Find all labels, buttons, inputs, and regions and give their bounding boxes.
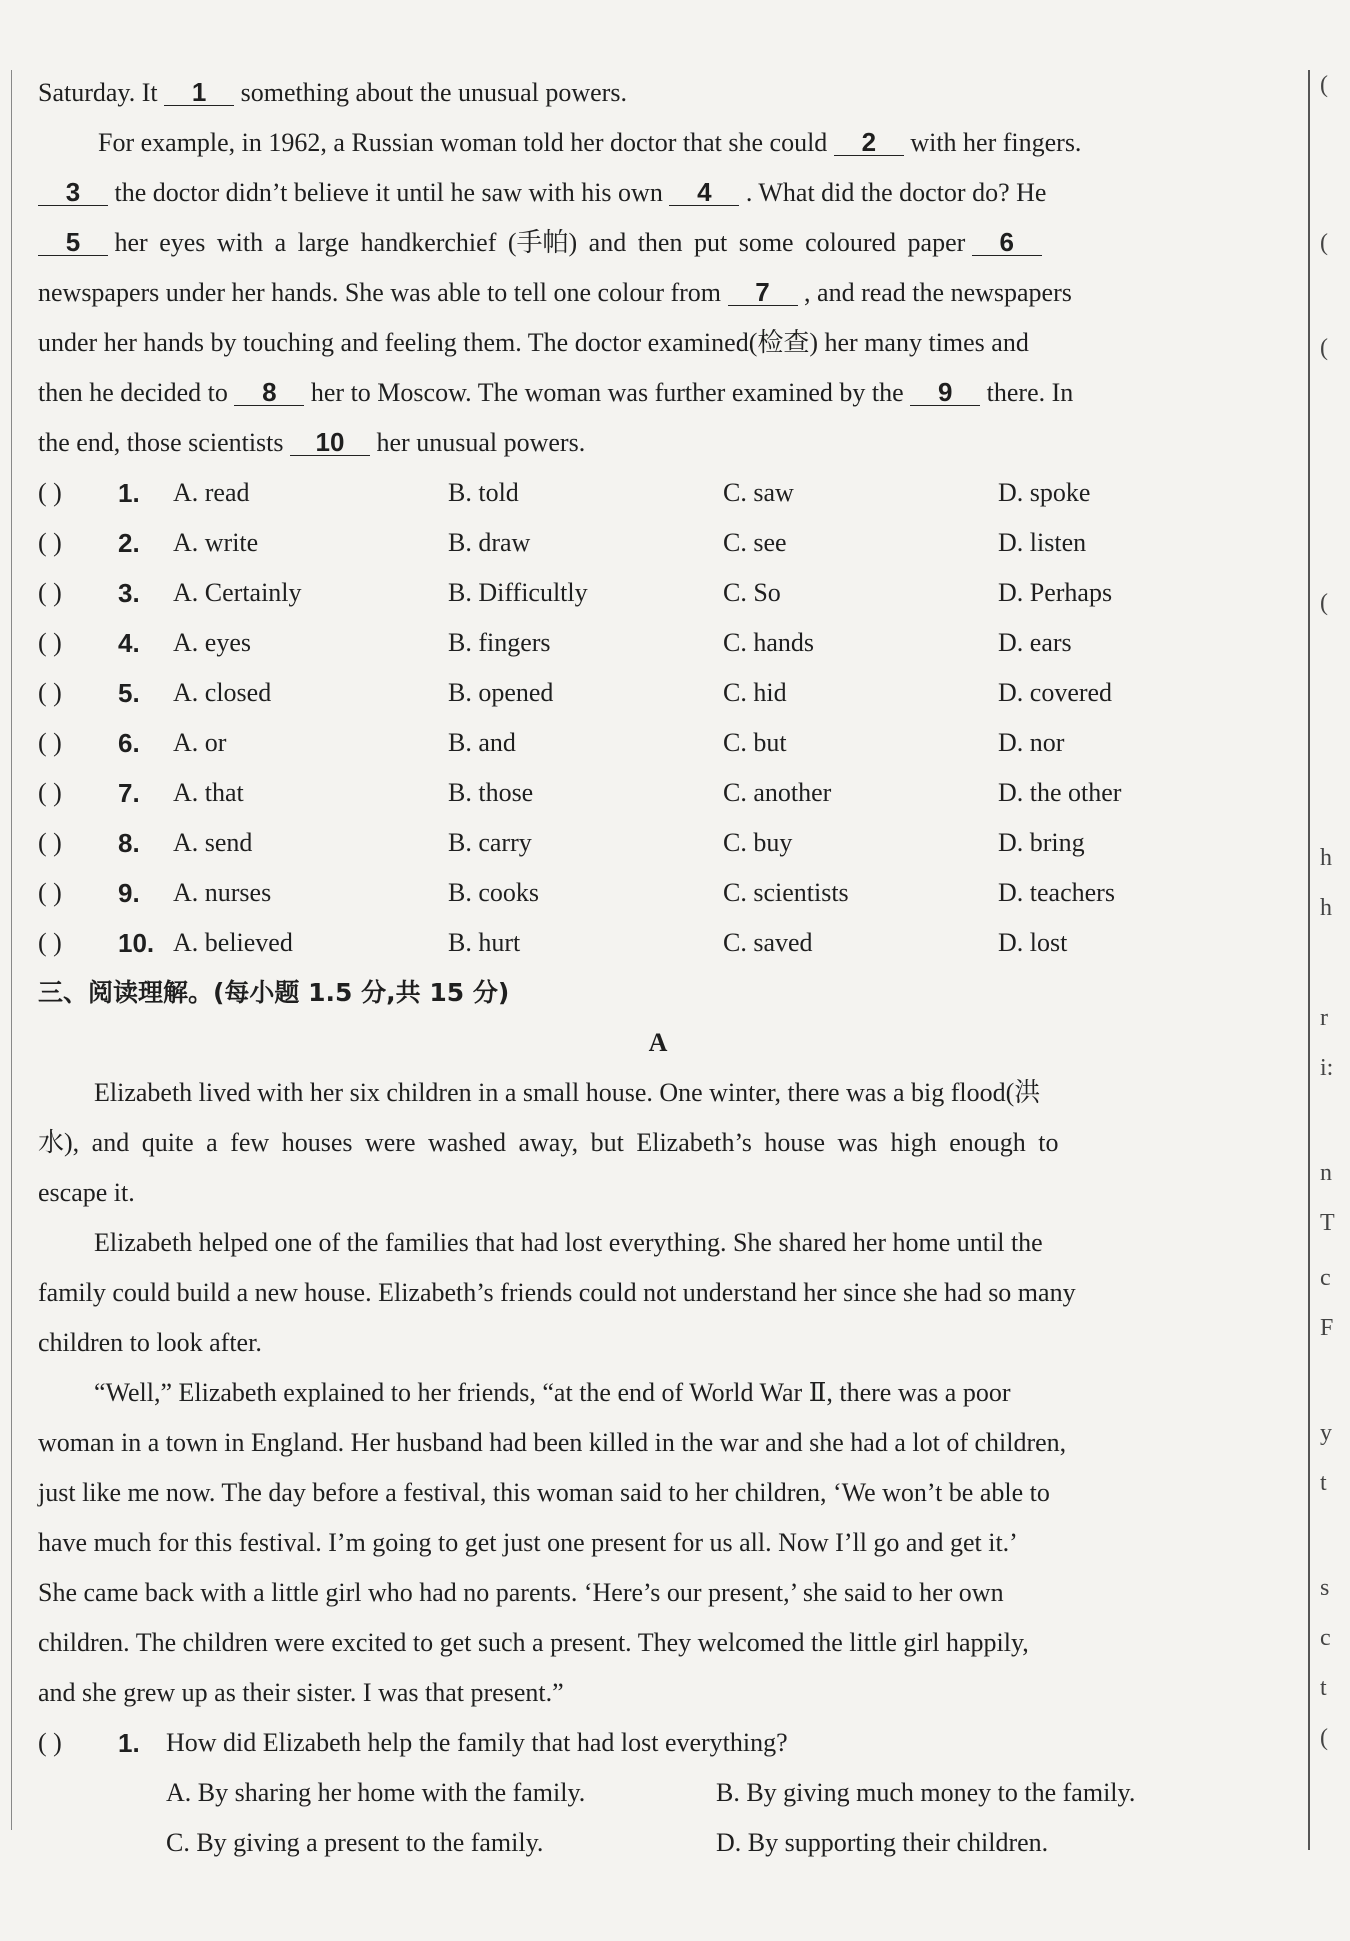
option-c[interactable]: C. saved xyxy=(723,928,813,957)
blank-1[interactable]: 1 xyxy=(164,79,234,106)
option-row: ( ) 2. A. write B. draw C. see D. listen xyxy=(38,518,1278,568)
option-b[interactable]: B. By giving much money to the family. xyxy=(716,1778,1136,1807)
option-a[interactable]: A. By sharing her home with the family. xyxy=(166,1778,586,1807)
option-d[interactable]: D. listen xyxy=(998,528,1087,557)
margin-char: ( xyxy=(1320,590,1328,616)
option-c[interactable]: C. scientists xyxy=(723,878,849,907)
passage-line: 水), and quite a few houses were washed away, but Elizabeth’s house was high enough to xyxy=(38,1128,1059,1157)
answer-paren[interactable]: ( ) xyxy=(38,728,62,757)
option-row: ( ) 6. A. or B. and C. but D. nor xyxy=(38,718,1278,768)
passage-label: A xyxy=(648,1028,668,1057)
option-a[interactable]: A. nurses xyxy=(173,878,272,907)
option-a[interactable]: A. eyes xyxy=(173,628,251,657)
option-d[interactable]: D. ears xyxy=(998,628,1072,657)
option-row: ( ) 3. A. Certainly B. Difficultly C. So D. Perhaps xyxy=(38,568,1278,618)
option-b[interactable]: B. cooks xyxy=(448,878,539,907)
passage-line: “Well,” Elizabeth explained to her friends, “at the end of World War Ⅱ, there was a poor xyxy=(94,1378,1011,1407)
passage-line: For example, in 1962, a Russian woman told her doctor that she could 2 with her fingers. xyxy=(98,127,1082,157)
option-d[interactable]: D. lost xyxy=(998,928,1068,957)
option-d[interactable]: D. By supporting their children. xyxy=(716,1828,1049,1857)
passage-line: and she grew up as their sister. I was that present.” xyxy=(38,1678,564,1707)
passage-line: Saturday. It 1 something about the unusual powers. xyxy=(38,77,627,107)
margin-char: h xyxy=(1320,895,1332,921)
answer-paren[interactable]: ( ) xyxy=(38,478,62,507)
option-c[interactable]: C. hands xyxy=(723,628,814,657)
passage-line: family could build a new house. Elizabeth’s friends could not understand her since she had so many xyxy=(38,1278,1076,1307)
option-c[interactable]: C. but xyxy=(723,728,787,757)
left-margin-line xyxy=(11,70,12,1830)
option-row: ( ) 1. A. read B. told C. saw D. spoke xyxy=(38,468,1278,518)
option-b[interactable]: B. opened xyxy=(448,678,554,707)
option-row: ( ) 5. A. closed B. opened C. hid D. covered xyxy=(38,668,1278,718)
blank-6[interactable]: 6 xyxy=(972,229,1042,256)
page-content xyxy=(38,68,1278,1868)
option-b[interactable]: B. and xyxy=(448,728,516,757)
passage-line: woman in a town in England. Her husband had been killed in the war and she had a lot of children, xyxy=(38,1428,1067,1457)
option-d[interactable]: D. spoke xyxy=(998,478,1091,507)
option-a[interactable]: A. or xyxy=(173,728,227,757)
margin-char: s xyxy=(1320,1575,1330,1601)
option-c[interactable]: C. By giving a present to the family. xyxy=(166,1828,544,1857)
margin-char: i: xyxy=(1320,1055,1334,1081)
passage-line: have much for this festival. I’m going to get just one present for us all. Now I’ll go and get it.’ xyxy=(38,1528,1018,1557)
blank-2[interactable]: 2 xyxy=(834,129,904,156)
passage-line: under her hands by touching and feeling them. The doctor examined(检查) her many times and xyxy=(38,328,1029,357)
passage-line: children. The children were excited to get such a present. They welcomed the little girl happily, xyxy=(38,1628,1029,1657)
blank-7[interactable]: 7 xyxy=(728,279,798,306)
option-a[interactable]: A. closed xyxy=(173,678,272,707)
passage-line: Elizabeth lived with her six children in a small house. One winter, there was a big flood(洪 xyxy=(94,1078,1041,1107)
passage-line: escape it. xyxy=(38,1178,135,1207)
answer-paren[interactable]: ( ) xyxy=(38,678,62,707)
option-b[interactable]: B. carry xyxy=(448,828,532,857)
column-divider xyxy=(1308,70,1310,1850)
passage-line: Elizabeth helped one of the families that had lost everything. She shared her home until the xyxy=(94,1228,1043,1257)
passage-line: children to look after. xyxy=(38,1328,262,1357)
passage-line: newspapers under her hands. She was able to tell one colour from 7 , and read the newspapers xyxy=(38,277,1072,307)
passage-line: the end, those scientists 10 her unusual powers. xyxy=(38,427,586,457)
option-b[interactable]: B. told xyxy=(448,478,519,507)
option-c[interactable]: C. hid xyxy=(723,678,787,707)
option-row xyxy=(38,1818,1278,1868)
answer-paren[interactable]: ( ) xyxy=(38,528,62,557)
option-row: ( ) 8. A. send B. carry C. buy D. bring xyxy=(38,818,1278,868)
option-a[interactable]: A. Certainly xyxy=(173,578,302,607)
margin-char: r xyxy=(1320,1005,1328,1031)
cloze-passage xyxy=(38,68,1278,468)
passage-line: She came back with a little girl who had no parents. ‘Here’s our present,’ she said to her own xyxy=(38,1578,1004,1607)
margin-char: c xyxy=(1320,1265,1331,1291)
option-row xyxy=(38,1768,1278,1818)
option-row: ( ) 4. A. eyes B. fingers C. hands D. ears xyxy=(38,618,1278,668)
option-row: ( ) 7. A. that B. those C. another D. the other xyxy=(38,768,1278,818)
blank-3[interactable]: 3 xyxy=(38,179,108,206)
question-stem: ( ) 1. How did Elizabeth help the family that had lost everything? xyxy=(38,1718,1278,1768)
margin-char: F xyxy=(1320,1315,1334,1341)
option-a[interactable]: A. believed xyxy=(173,928,293,957)
margin-char: T xyxy=(1320,1210,1335,1236)
margin-char: c xyxy=(1320,1625,1331,1651)
blank-9[interactable]: 9 xyxy=(910,379,980,406)
option-row: ( ) 9. A. nurses B. cooks C. scientists D. teachers xyxy=(38,868,1278,918)
blank-4[interactable]: 4 xyxy=(669,179,739,206)
margin-char: h xyxy=(1320,845,1332,871)
answer-paren[interactable]: ( ) xyxy=(38,628,62,657)
option-d[interactable]: D. covered xyxy=(998,678,1113,707)
option-row: ( ) 10. A. believed B. hurt C. saved D. lost xyxy=(38,918,1278,968)
option-c[interactable]: C. another xyxy=(723,778,832,807)
cloze-options xyxy=(38,468,1278,968)
option-b[interactable]: B. those xyxy=(448,778,534,807)
option-b[interactable]: B. draw xyxy=(448,528,531,557)
reading-passage xyxy=(38,1068,1278,1718)
answer-paren[interactable]: ( ) xyxy=(38,578,62,607)
option-b[interactable]: B. hurt xyxy=(448,928,521,957)
option-d[interactable]: D. teachers xyxy=(998,878,1115,907)
option-c[interactable]: C. buy xyxy=(723,828,793,857)
reading-question-1 xyxy=(38,1718,1278,1868)
margin-char: y xyxy=(1320,1420,1332,1446)
option-c[interactable]: C. saw xyxy=(723,478,794,507)
option-b[interactable]: B. Difficultly xyxy=(448,578,588,607)
margin-char: ( xyxy=(1320,335,1328,361)
answer-paren[interactable]: ( ) xyxy=(38,878,62,907)
margin-char: ( xyxy=(1320,72,1328,98)
blank-8[interactable]: 8 xyxy=(234,379,304,406)
section-heading: 三、阅读理解。(每小题 1.5 分,共 15 分) xyxy=(38,978,510,1007)
answer-paren[interactable]: ( ) xyxy=(38,778,62,807)
option-d[interactable]: D. bring xyxy=(998,828,1085,857)
passage-line: 3 the doctor didn’t believe it until he saw with his own 4 . What did the doctor do? He xyxy=(38,168,1278,218)
answer-paren[interactable]: ( ) xyxy=(38,1728,62,1757)
passage-line: just like me now. The day before a festival, this woman said to her children, ‘We won’t be able to xyxy=(38,1478,1050,1507)
option-c[interactable]: C. see xyxy=(723,528,787,557)
margin-char: t xyxy=(1320,1470,1327,1496)
answer-paren[interactable]: ( ) xyxy=(38,928,62,957)
margin-char: n xyxy=(1320,1160,1332,1186)
option-d[interactable]: D. the other xyxy=(998,778,1122,807)
blank-5[interactable]: 5 xyxy=(38,229,108,256)
passage-line: then he decided to 8 her to Moscow. The woman was further examined by the 9 there. In xyxy=(38,377,1074,407)
option-d[interactable]: D. nor xyxy=(998,728,1065,757)
blank-10[interactable]: 10 xyxy=(290,429,370,456)
option-c[interactable]: C. So xyxy=(723,578,781,607)
margin-char: ( xyxy=(1320,1725,1328,1751)
margin-char: ( xyxy=(1320,230,1328,256)
margin-char: t xyxy=(1320,1675,1327,1701)
option-a[interactable]: A. write xyxy=(173,528,259,557)
option-d[interactable]: D. Perhaps xyxy=(998,578,1113,607)
passage-line: 5 her eyes with a large handkerchief (手帕) and then put some coloured paper 6 xyxy=(38,218,1278,268)
option-a[interactable]: A. that xyxy=(173,778,244,807)
option-b[interactable]: B. fingers xyxy=(448,628,551,657)
answer-paren[interactable]: ( ) xyxy=(38,828,62,857)
option-a[interactable]: A. read xyxy=(173,478,250,507)
option-a[interactable]: A. send xyxy=(173,828,253,857)
